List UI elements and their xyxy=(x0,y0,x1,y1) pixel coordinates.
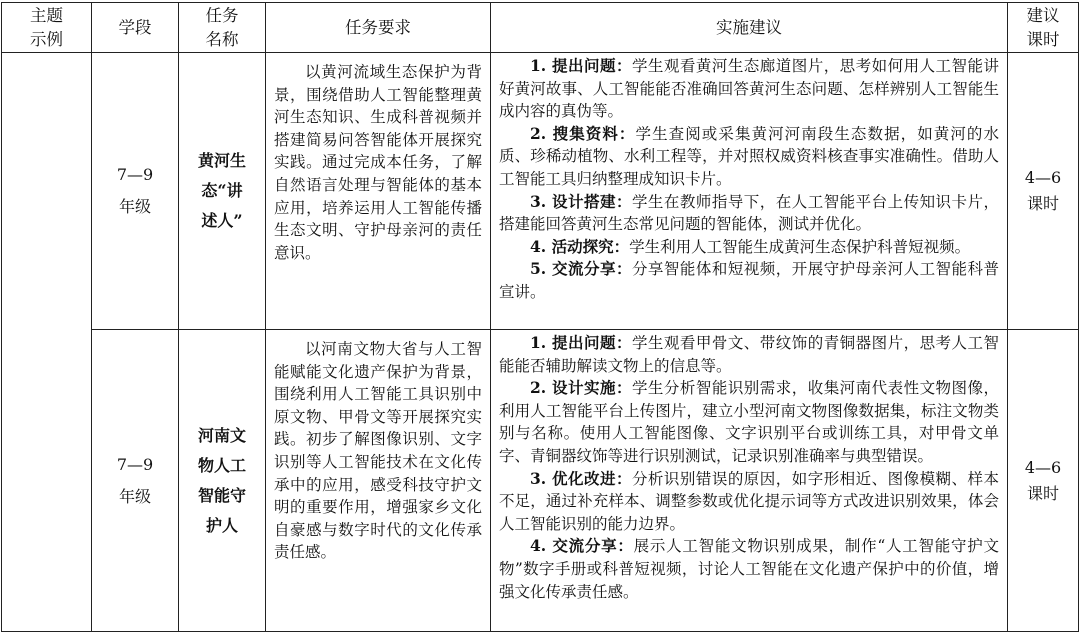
step-title: 2. 设计实施： xyxy=(530,378,632,398)
step-text: 展示人工智能文物识别成果，制作“人工智能守护文物”数字手册或科普短视频，讨论人工智能在文化遗产保护中的价值，增强文化传承责任感。 xyxy=(499,537,999,601)
step-title: 1. 提出问题： xyxy=(530,333,632,352)
step-item xyxy=(499,535,999,603)
header-hours: 建议课时 xyxy=(1008,3,1079,53)
hours-cell: 4—6课时 xyxy=(1008,53,1079,330)
suggestions-cell xyxy=(491,53,1008,330)
header-suggestions: 实施建议 xyxy=(491,3,1008,53)
step-title: 2. 搜集资料： xyxy=(530,123,636,143)
step-title: 3. 优化改进： xyxy=(530,468,632,488)
step-item xyxy=(499,123,999,191)
step-item xyxy=(499,332,999,377)
step-title: 1. 提出问题： xyxy=(530,56,632,75)
header-theme: 主题示例 xyxy=(2,3,92,53)
curriculum-table xyxy=(1,2,1079,632)
theme-cell xyxy=(2,53,92,632)
step-text: 学生查阅或采集黄河河南段生态数据，如黄河的水质、珍稀动植物、水利工程等，并对照权威资料核查事实准确性。借助人工智能工具归纳整理成知识卡片。 xyxy=(499,124,1000,188)
step-item xyxy=(499,55,999,123)
step-text: 学生分析智能识别需求，收集河南代表性文物图像，利用人工智能平台上传图片，建立小型河南文物图像数据集，标注文物类别与名称。使用人工智能图像、文字识别平台或训练工具，对甲骨文单字、青铜器纹饰等进行识别测试，记录识别准确率与典型错误。 xyxy=(499,379,999,465)
grade-cell: 7—9年级 xyxy=(92,53,179,330)
step-item xyxy=(499,468,999,536)
step-item xyxy=(499,191,999,236)
step-item xyxy=(499,377,999,467)
step-text: 学生观看黄河生态廊道图片，思考如何用人工智能讲好黄河故事、人工智能能否准确回答黄河生态问题、怎样辨别人工智能生成内容的真伪等。 xyxy=(499,57,999,121)
requirements-cell: 以黄河流域生态保护为背景，围绕借助人工智能整理黄河生态知识、生成科普视频并搭建简易问答智能体开展探究实践。通过完成本任务，了解自然语言处理与智能体的基本应用，培养运用人工智能传播生态文明、守护母亲河的责任意识。 xyxy=(266,53,491,330)
step-title: 4. 交流分享： xyxy=(530,536,634,556)
hours-cell: 4—6课时 xyxy=(1008,330,1079,632)
requirements-cell: 以河南文物大省与人工智能赋能文化遗产保护为背景，围绕利用人工智能工具识别中原文物、甲骨文等开展探究实践。初步了解图像识别、文字识别等人工智能技术在文化传承中的应用，感受科技守护文明的重要作用，增强家乡文化自豪感与数字时代的文化传承责任感。 xyxy=(266,330,491,632)
step-title: 3. 设计搭建： xyxy=(530,191,632,211)
header-row xyxy=(2,3,1079,53)
step-title: 5. 交流分享： xyxy=(530,259,632,279)
header-stage: 学段 xyxy=(92,3,179,53)
task-name-cell: 黄河生态“讲述人” xyxy=(179,53,266,330)
step-text: 学生观看甲骨文、带纹饰的青铜器图片，思考人工智能能否辅助解读文物上的信息等。 xyxy=(499,334,999,375)
step-text: 分享智能体和短视频，开展守护母亲河人工智能科普宣讲。 xyxy=(499,260,999,301)
suggestions-cell xyxy=(491,330,1008,632)
task-name-cell: 河南文物人工智能守护人 xyxy=(179,330,266,632)
table-row xyxy=(2,330,1079,632)
grade-cell: 7—9年级 xyxy=(92,330,179,632)
step-item xyxy=(499,236,999,259)
header-task-name: 任务名称 xyxy=(179,3,266,53)
step-title: 4. 活动探究： xyxy=(530,236,630,256)
step-item xyxy=(499,258,999,303)
header-requirements: 任务要求 xyxy=(266,3,491,53)
step-text: 学生在教师指导下，在人工智能平台上传知识卡片，搭建能回答黄河生态常见问题的智能体，测试并优化。 xyxy=(499,192,999,234)
step-text: 分析识别错误的原因，如字形相近、图像模糊、样本不足，通过补充样本、调整参数或优化提示词等方式改进识别效果，体会人工智能识别的能力边界。 xyxy=(499,469,999,533)
step-text: 学生利用人工智能生成黄河生态保护科普短视频。 xyxy=(629,237,971,256)
table-row xyxy=(2,53,1079,330)
